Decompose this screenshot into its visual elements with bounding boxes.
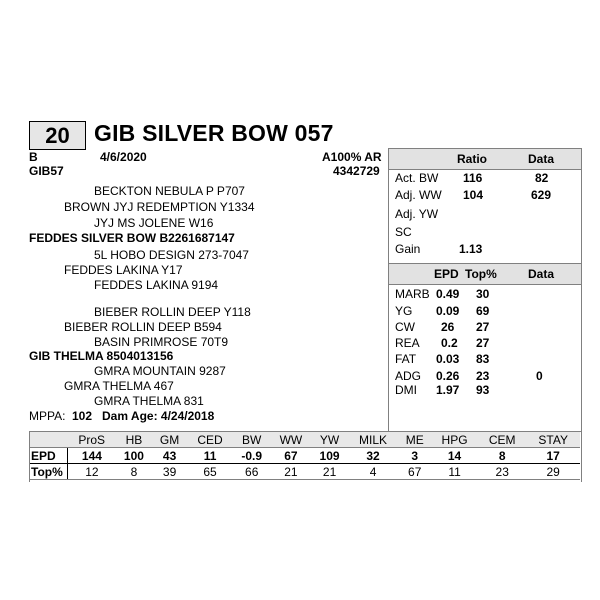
ratio-header-ratio: Ratio	[457, 152, 487, 166]
carcass-row-label: DMI	[395, 383, 417, 397]
epd-value-cell: 17	[526, 448, 580, 464]
epd-value-cell: 109	[311, 448, 347, 464]
epd-header-cell: CED	[187, 432, 233, 448]
registration-number: 4342729	[333, 164, 380, 178]
epd-header-cell: HPG	[431, 432, 478, 448]
top-percent-row	[29, 464, 580, 480]
carcass-row-top: 93	[476, 383, 490, 397]
sire-sire-dam: JYJ MS JOLENE W16	[94, 216, 214, 230]
epd-header-cell: HB	[116, 432, 152, 448]
epd-header-cell: ME	[398, 432, 431, 448]
carcass-row-epd: 26	[441, 320, 455, 334]
carcass-row-label: MARB	[395, 287, 430, 301]
carcass-row-data: 0	[536, 369, 543, 383]
ratio-row-label: Act. BW	[395, 171, 439, 185]
epd-value-cell: 43	[152, 448, 187, 464]
dam: GIB THELMA 8504013156	[29, 349, 174, 363]
sire-sire-sire: BECKTON NEBULA P P707	[94, 184, 245, 198]
sire: FEDDES SILVER BOW B2261687147	[29, 231, 235, 245]
ratio-row-label: Gain	[395, 242, 421, 256]
carcass-row-epd: 0.03	[436, 352, 460, 366]
carcass-row-top: 27	[476, 336, 490, 350]
carcass-header-top: Top%	[465, 267, 497, 281]
carcass-header-epd: EPD	[434, 267, 459, 281]
carcass-row-label: REA	[395, 336, 420, 350]
dam-sire-dam: BASIN PRIMROSE 70T9	[94, 335, 229, 349]
epd-table	[29, 431, 580, 480]
carcass-row-top: 27	[476, 320, 490, 334]
ratio-row-label: SC	[395, 225, 412, 239]
dam-age: Dam Age: 4/24/2018	[102, 409, 215, 423]
epd-header-cell: GM	[152, 432, 187, 448]
dam-dam-dam: GMRA THELMA 831	[94, 394, 204, 408]
dam-dam-sire: GMRA MOUNTAIN 9287	[94, 364, 226, 378]
epd-value-cell: 3	[398, 448, 431, 464]
epd-value-cell: 11	[187, 448, 233, 464]
ratio-row-ratio: 1.13	[459, 242, 483, 256]
ratio-row-ratio: 104	[463, 188, 484, 202]
epd-header-cell: WW	[270, 432, 311, 448]
epd-header-cell: CEM	[478, 432, 526, 448]
top-value-cell: 8	[116, 464, 152, 480]
lot-number: 20	[29, 121, 86, 150]
dam-sire: BIEBER ROLLIN DEEP B594	[64, 320, 222, 334]
epd-value-row	[29, 448, 580, 464]
carcass-row-epd: 0.2	[441, 336, 458, 350]
sire-dam-dam: FEDDES LAKINA 9194	[94, 278, 219, 292]
epd-value-cell: 144	[68, 448, 116, 464]
carcass-row-top: 69	[476, 304, 490, 318]
ratio-row-data: 82	[535, 171, 549, 185]
top-value-cell: 66	[233, 464, 270, 480]
epd-value-cell: 100	[116, 448, 152, 464]
carcass-row-label: ADG	[395, 369, 422, 383]
epd-header-cell: MILK	[348, 432, 399, 448]
tag-id: GIB57	[29, 164, 64, 178]
mppa-label: MPPA:	[29, 409, 66, 423]
epd-value-cell: 14	[431, 448, 478, 464]
animal-name: GIB SILVER BOW 057	[94, 120, 334, 146]
sire-sire: BROWN JYJ REDEMPTION Y1334	[64, 200, 255, 214]
mppa-value: 102	[72, 409, 93, 423]
top-row-label: Top%	[29, 464, 68, 480]
top-value-cell: 11	[431, 464, 478, 480]
carcass-row-label: YG	[395, 304, 413, 318]
epd-value-cell: 32	[348, 448, 399, 464]
carcass-row-top: 23	[476, 369, 490, 383]
breed-code: B	[29, 150, 38, 164]
performance-panel	[388, 148, 582, 432]
top-value-cell: 23	[478, 464, 526, 480]
ratio-row-label: Adj. YW	[395, 207, 439, 221]
carcass-row-label: FAT	[395, 352, 417, 366]
epd-table-corner	[29, 432, 68, 448]
top-value-cell: 65	[187, 464, 233, 480]
carcass-row-label: CW	[395, 320, 415, 334]
top-value-cell: 21	[311, 464, 347, 480]
top-value-cell: 4	[348, 464, 399, 480]
carcass-row-epd: 0.49	[436, 287, 460, 301]
carcass-row-epd: 0.26	[436, 369, 460, 383]
carcass-row-epd: 1.97	[436, 383, 460, 397]
epd-row-label: EPD	[29, 448, 68, 464]
epd-value-cell: 8	[478, 448, 526, 464]
top-value-cell: 39	[152, 464, 187, 480]
epd-table-header-row	[29, 432, 580, 448]
carcass-row-top: 30	[476, 287, 490, 301]
sire-dam: FEDDES LAKINA Y17	[64, 263, 183, 277]
epd-value-cell: -0.9	[233, 448, 270, 464]
dam-sire-sire: BIEBER ROLLIN DEEP Y118	[94, 305, 251, 319]
epd-header-cell: YW	[311, 432, 347, 448]
dam-dam: GMRA THELMA 467	[64, 379, 174, 393]
ratio-row-ratio: 116	[463, 171, 483, 185]
sire-dam-sire: 5L HOBO DESIGN 273-7047	[94, 248, 249, 262]
top-value-cell: 12	[68, 464, 116, 480]
ratio-header	[389, 149, 581, 170]
birth-date: 4/6/2020	[100, 150, 147, 164]
top-value-cell: 67	[398, 464, 431, 480]
epd-header-cell: ProS	[68, 432, 116, 448]
carcass-row-epd: 0.09	[436, 304, 460, 318]
epd-header-cell: STAY	[526, 432, 580, 448]
carcass-row-top: 83	[476, 352, 490, 366]
ratio-row-label: Adj. WW	[395, 188, 442, 202]
top-value-cell: 29	[526, 464, 580, 480]
ratio-row-data: 629	[531, 188, 552, 202]
top-value-cell: 21	[270, 464, 311, 480]
breed-percent: A100% AR	[322, 150, 382, 164]
epd-value-cell: 67	[270, 448, 311, 464]
carcass-header-data: Data	[528, 267, 555, 281]
epd-header-cell: BW	[233, 432, 270, 448]
ratio-header-data: Data	[528, 152, 555, 166]
carcass-header	[389, 263, 581, 285]
